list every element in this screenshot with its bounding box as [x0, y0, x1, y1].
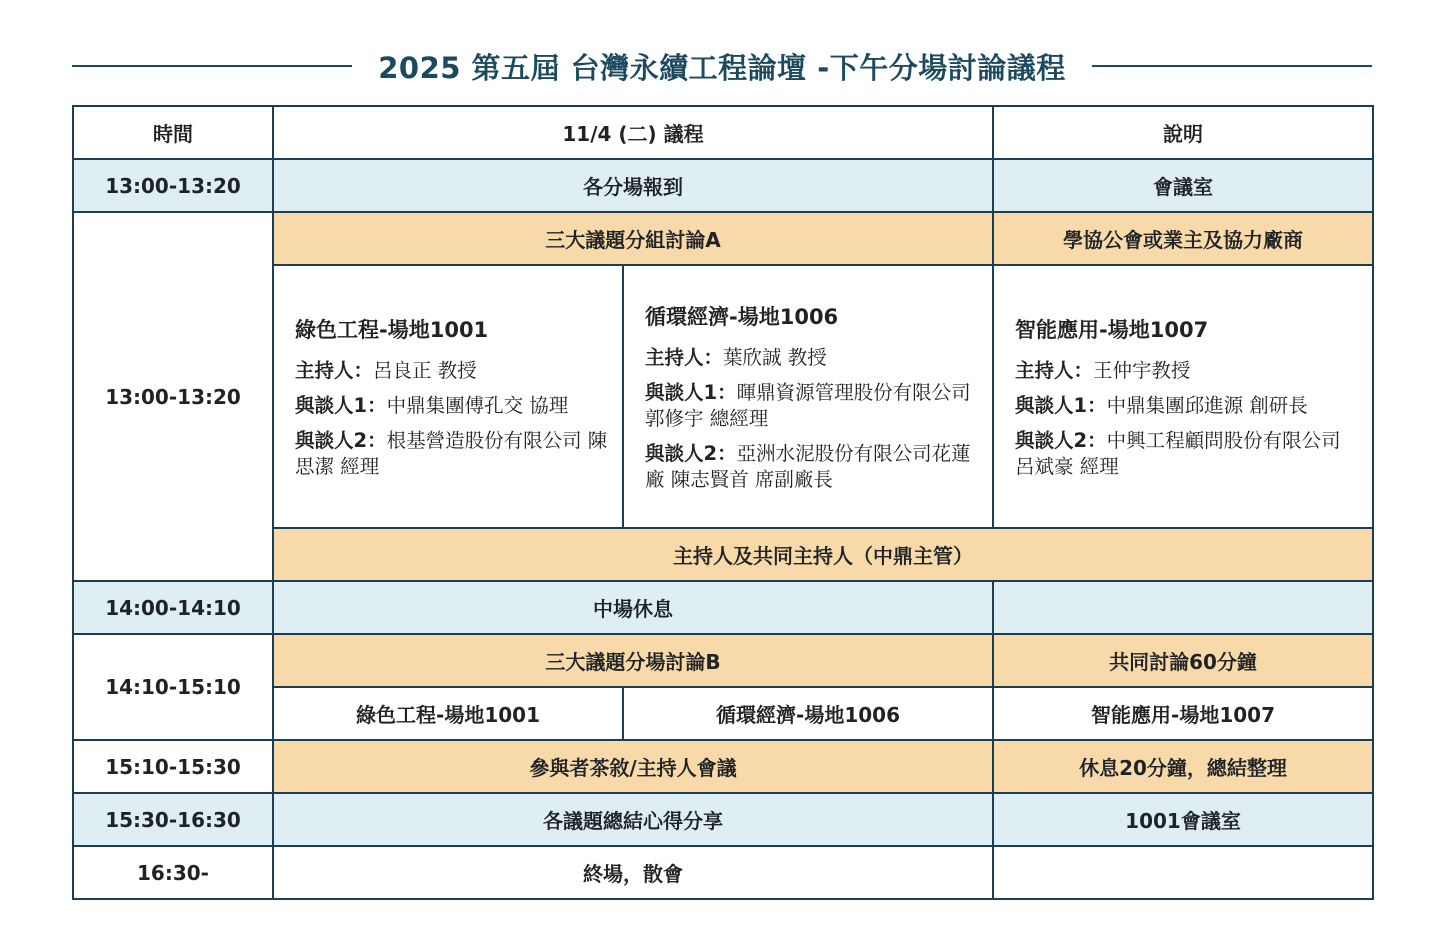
- summary-agenda: 各議題總結心得分享: [273, 793, 993, 846]
- group-b-heading-row: [73, 634, 1373, 687]
- panelist-1-label: 與談人1：: [1015, 393, 1107, 417]
- session-panelist-2: [645, 441, 982, 493]
- close-row: [73, 846, 1373, 899]
- group-a-footer: 主持人及共同主持人（中鼎主管）: [273, 528, 1373, 581]
- session-panelist-1: [645, 380, 982, 432]
- venue-circular: 循環經濟-場地1006: [623, 687, 993, 740]
- break-agenda: 中場休息: [273, 581, 993, 634]
- panelist-1-label: 與談人1：: [645, 380, 737, 404]
- session-host: [295, 358, 612, 384]
- panelist-2-label: 與談人2：: [295, 428, 387, 452]
- session-host: [645, 345, 982, 371]
- session-title: 綠色工程-場地1001: [295, 317, 489, 342]
- title-rule-right: [1092, 65, 1372, 67]
- panelist-1-name: 暉鼎資源管理股份有限公司 郭修宇 總經理: [645, 380, 971, 430]
- session-smart: [993, 265, 1373, 528]
- tea-note: 休息20分鐘，總結整理: [993, 740, 1373, 793]
- host-label: 主持人：: [645, 345, 724, 369]
- checkin-note: 會議室: [993, 159, 1373, 212]
- checkin-row: [73, 159, 1373, 212]
- venue-smart: 智能應用-場地1007: [993, 687, 1373, 740]
- break-note: [993, 581, 1373, 634]
- session-host: [1015, 358, 1362, 384]
- header-note: 說明: [993, 106, 1373, 159]
- session-panelist-2: [295, 428, 612, 480]
- header-agenda: 11/4 (二) 議程: [273, 106, 993, 159]
- summary-row: [73, 793, 1373, 846]
- tea-agenda: 參與者茶敘/主持人會議: [273, 740, 993, 793]
- checkin-agenda: 各分場報到: [273, 159, 993, 212]
- host-name: 王仲宇教授: [1093, 358, 1191, 382]
- host-name: 呂良正 教授: [373, 358, 477, 382]
- header-time: 時間: [73, 106, 273, 159]
- panelist-1-name: 中鼎集團邱進源 創研長: [1106, 393, 1308, 417]
- checkin-time: 13:00-13:20: [73, 159, 273, 212]
- host-label: 主持人：: [1015, 358, 1094, 382]
- panelist-2-name: 中興工程顧問股份有限公司 呂斌豪 經理: [1015, 428, 1341, 478]
- group-b-heading: 三大議題分場討論B: [273, 634, 993, 687]
- session-green: [273, 265, 623, 528]
- break-row: [73, 581, 1373, 634]
- group-b-time: 14:10-15:10: [73, 634, 273, 740]
- summary-note: 1001會議室: [993, 793, 1373, 846]
- panelist-2-name: 根基營造股份有限公司 陳思潔 經理: [295, 428, 608, 478]
- panelist-2-name: 亞洲水泥股份有限公司花蓮廠 陳志賢首 席副廠長: [645, 441, 971, 491]
- title-row: [72, 40, 1372, 92]
- session-panelist-2: [1015, 428, 1362, 480]
- title-rule-left: [72, 65, 352, 67]
- host-name: 葉欣誠 教授: [723, 345, 827, 369]
- agenda-table: [72, 105, 1374, 900]
- group-a-heading: 三大議題分組討論A: [273, 212, 993, 265]
- panelist-2-label: 與談人2：: [1015, 428, 1107, 452]
- break-time: 14:00-14:10: [73, 581, 273, 634]
- panelist-2-label: 與談人2：: [645, 441, 737, 465]
- group-a-heading-row: [73, 212, 1373, 265]
- close-agenda: 終場，散會: [273, 846, 993, 899]
- panelist-1-label: 與談人1：: [295, 393, 387, 417]
- venue-green: 綠色工程-場地1001: [273, 687, 623, 740]
- summary-time: 15:30-16:30: [73, 793, 273, 846]
- tea-row: [73, 740, 1373, 793]
- page-title: 2025 第五屆 台灣永續工程論壇 -下午分場討論議程: [378, 50, 1066, 85]
- group-a-heading-note: 學協公會或業主及協力廠商: [993, 212, 1373, 265]
- close-time: 16:30-: [73, 846, 273, 899]
- panelist-1-name: 中鼎集團傅孔交 協理: [386, 393, 569, 417]
- session-panelist-1: [1015, 393, 1362, 419]
- session-title: 循環經濟-場地1006: [645, 304, 839, 329]
- host-label: 主持人：: [295, 358, 374, 382]
- header-row: [73, 106, 1373, 159]
- close-note: [993, 846, 1373, 899]
- session-circular: [623, 265, 993, 528]
- session-panelist-1: [295, 393, 612, 419]
- session-title: 智能應用-場地1007: [1015, 317, 1209, 342]
- tea-time: 15:10-15:30: [73, 740, 273, 793]
- group-b-heading-note: 共同討論60分鐘: [993, 634, 1373, 687]
- group-a-time: 13:00-13:20: [73, 212, 273, 581]
